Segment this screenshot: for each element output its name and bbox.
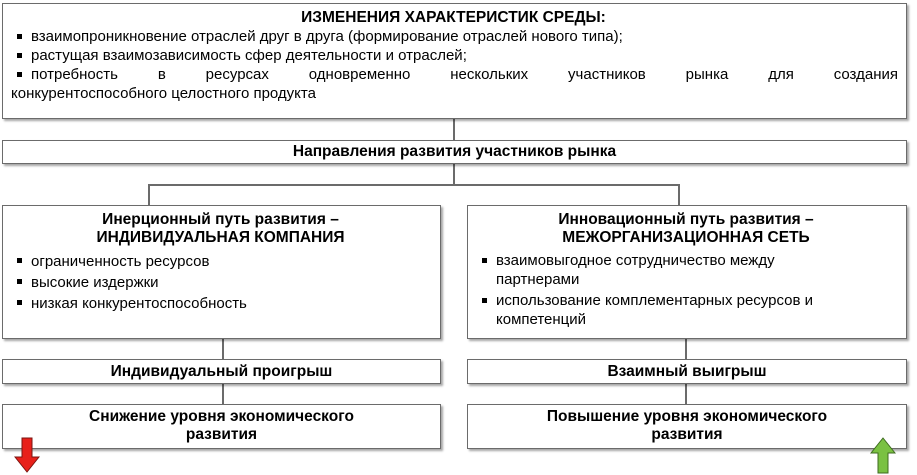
environment-changes-box <box>2 3 907 119</box>
list-item: ограниченность ресурсов <box>9 251 432 272</box>
growth-outcome-line2: развития <box>651 426 723 443</box>
connector-right-result-to-outcome <box>685 383 687 405</box>
inertial-path-title-line2: ИНДИВИДУАЛЬНАЯ КОМПАНИЯ <box>96 229 345 246</box>
decline-outcome-line2: развития <box>185 426 258 443</box>
innovative-path-box <box>467 205 907 339</box>
connector-right-to-result <box>685 338 687 360</box>
connector-horizontal <box>148 184 680 186</box>
inertial-path-title-line1: Инерционный путь развития – <box>102 211 339 228</box>
connector-left-down <box>148 184 150 206</box>
decline-outcome-line1: Снижение уровня экономического <box>89 408 354 425</box>
environment-changes-title: ИЗМЕНЕНИЯ ХАРАКТЕРИСТИК СРЕДЫ: <box>301 9 606 26</box>
directions-bar: Направления развития участников рынка <box>2 140 907 164</box>
list-item: использование комплементарных ресурсов и компетенций <box>474 291 890 329</box>
list-item-continuation: конкурентоспособного целостного продукта <box>11 85 316 102</box>
growth-outcome-line1: Повышение уровня экономического <box>546 408 828 425</box>
connector-left-to-result <box>222 338 224 360</box>
growth-outcome-box <box>467 404 907 449</box>
list-item: высокие издержки <box>9 272 432 293</box>
innovative-path-title-line1: Инновационный путь развития – <box>558 211 814 228</box>
environment-changes-list <box>9 27 898 103</box>
innovative-path-title-line2: МЕЖОРГАНИЗАЦИОННАЯ СЕТЬ <box>562 229 810 246</box>
connector-left-result-to-outcome <box>222 383 224 405</box>
connector-top-to-directions <box>453 118 455 140</box>
connector-right-down <box>678 184 680 206</box>
list-item: растущая взаимозависимость сфер деятельности и отраслей; <box>9 46 898 65</box>
list-item: взаимопроникновение отраслей друг в друга (формирование отраслей нового типа); <box>9 27 898 46</box>
decline-outcome-box <box>2 404 441 449</box>
connector-directions-down <box>453 163 455 185</box>
list-item: потребность в ресурсах одновременно нескольких участников рынка для создания <box>9 65 898 84</box>
individual-loss-bar: Индивидуальный проигрыш <box>2 359 441 384</box>
inertial-path-list <box>9 251 432 314</box>
mutual-win-bar: Взаимный выигрыш <box>467 359 907 384</box>
up-arrow-icon <box>870 437 896 474</box>
innovative-path-list <box>474 251 898 329</box>
list-item: низкая конкурентоспособность <box>9 293 432 314</box>
down-arrow-icon <box>14 437 40 473</box>
inertial-path-box <box>2 205 441 339</box>
list-item: взаимовыгодное сотрудничество между партнерами <box>474 251 890 289</box>
